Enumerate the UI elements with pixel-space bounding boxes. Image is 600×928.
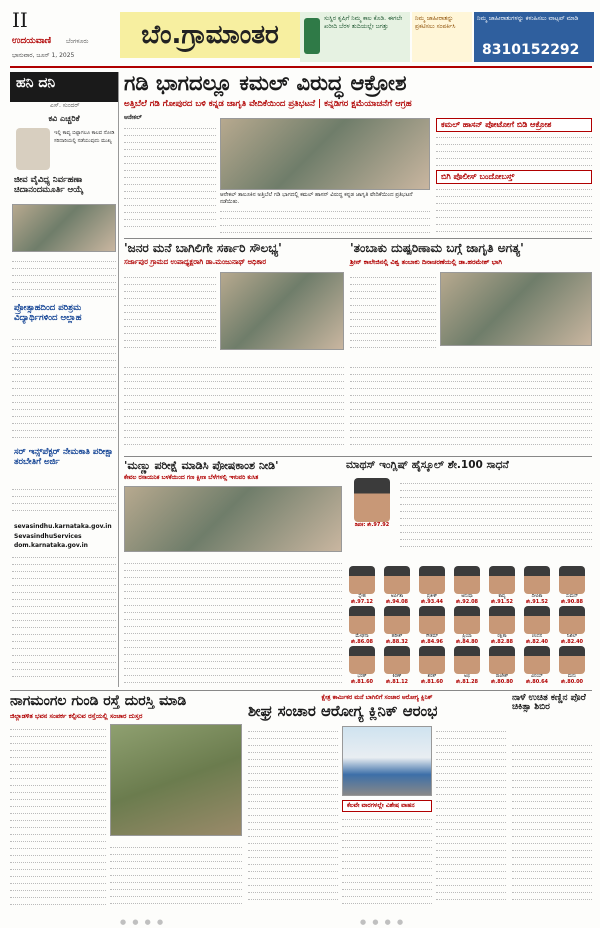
brand-name: ಉದಯವಾಣಿ — [12, 36, 52, 46]
ad-agri[interactable] — [300, 12, 410, 62]
lead-box-1: ಕಮಲ್ ಹಾಸನ್ ಪೋಟೋಗೆ ಬಿಡಿ ಆಕ್ರೋಶ — [436, 118, 592, 132]
student-photo — [384, 566, 410, 594]
mid-right-body-2 — [350, 362, 592, 452]
student-score: ಶೇ.80.80 — [490, 679, 514, 686]
mid-left-body-2 — [124, 362, 344, 452]
student-name: ಅರ್ಪಿತಾ — [390, 594, 404, 599]
mid-right-subhead: ಶ್ರೀನ್ ಕಾಲೇಜಿನಲ್ಲಿ ವಿಶ್ವ ತಂಬಾಕು ದಿನಾಚರಣೆಯಲ್ಲಿ ಡಾ.ಹರಮೇಶ್ ಭಾಗಿ — [350, 258, 502, 266]
bottom-center-body — [248, 726, 338, 914]
link-3[interactable]: dom.karnataka.gov.in — [14, 542, 88, 550]
student-name: ರಾಜೇಶ್ — [495, 674, 509, 679]
mid-left-photo — [220, 272, 344, 350]
student-card — [486, 566, 518, 605]
student-score: ಶೇ.81.12 — [385, 679, 409, 686]
page-number: II — [12, 8, 28, 32]
student-score: ಶೇ.81.60 — [420, 679, 444, 686]
student-name: ವಿನಯ್ — [531, 674, 543, 679]
story1-photo — [12, 204, 116, 252]
student-card — [556, 566, 588, 605]
bottom-left-body-2 — [110, 842, 242, 914]
student-photo — [489, 646, 515, 674]
student-card — [451, 646, 483, 685]
soil-photo — [124, 486, 342, 552]
dateline: ಭಾನುವಾರ, ಜೂನ್ 1, 2025 — [12, 52, 75, 59]
student-photo — [349, 646, 375, 674]
student-name: ಅಭಿ — [464, 674, 470, 679]
student-name: ಮನು — [567, 674, 577, 679]
road-photo — [110, 724, 242, 836]
student-photo — [384, 646, 410, 674]
student-photo — [419, 566, 445, 594]
student-photo — [454, 566, 480, 594]
student-card — [521, 606, 553, 645]
student-score: ಶೇ.80.00 — [560, 679, 584, 686]
bottom-left-body — [10, 724, 106, 914]
bottom-center-body-2 — [342, 814, 432, 914]
soil-body — [124, 558, 342, 686]
bottom-center-kicker: ಕ್ಷೇತ್ರ ಕಾರ್ಮಿಕರ ಮನೆ ಬಾಗಿಲಿಗೆ ಸಂಚಾರ ಆರೋಗ್ಯ ಕ್ಲಿನಿಕ್ — [321, 694, 433, 701]
lead-body-col2 — [220, 206, 430, 234]
student-photo — [524, 606, 550, 634]
student-name: ನಿಖಿಲ್ — [566, 634, 578, 639]
story2-body — [12, 334, 116, 442]
masthead — [0, 0, 600, 70]
topper-photo — [354, 478, 390, 522]
print-marks-2: ● ● ● ● — [360, 918, 406, 926]
student-name: ಅನುಷಾ — [461, 594, 473, 599]
student-photo — [559, 606, 585, 634]
topper-card — [350, 478, 394, 528]
kavi-title: ಕವಿ ಎಚ್ಚರಿಕೆ — [48, 114, 80, 123]
link-1[interactable]: sevasindhu.karnataka.gov.in — [14, 523, 112, 530]
student-card — [556, 646, 588, 685]
student-name: ಪ್ರತೀಕ್ — [426, 594, 438, 599]
student-card — [451, 566, 483, 605]
student-name: ದೀಪಿಕಾ — [531, 594, 543, 599]
lead-box-2: ಬಿಗಿ ಪೊಲೀಸ್ ಬಂದೋಬಸ್ತ್ — [436, 170, 592, 184]
ad-whatsapp[interactable] — [474, 12, 594, 62]
student-photo — [384, 606, 410, 634]
section-title: ಬೆಂ.ಗ್ರಾಮಾಂತರ — [120, 12, 300, 58]
student-score: ಶೇ.90.88 — [560, 599, 584, 606]
bottom-right-body — [512, 740, 592, 914]
bottom-center-headline: ಶೀಘ್ರ ಸಂಚಾರ ಆರೋಗ್ಯ ಕ್ಲಿನಿಕ್ ಆರಂಭ — [248, 702, 438, 720]
student-card — [381, 566, 413, 605]
student-card — [416, 606, 448, 645]
student-card — [346, 606, 378, 645]
student-score: ಶೇ.93.44 — [420, 599, 444, 606]
lead-box-1-body — [436, 132, 592, 168]
student-score: ಶೇ.97.12 — [350, 599, 374, 606]
bottom-right-headline: ನಾಳೆ ಉಚಿತ ಕಣ್ಣಿನ ಪೊರೆ ಚಿಕಿತ್ಸಾ ಶಿಬಿರ — [512, 693, 586, 713]
student-card — [416, 646, 448, 685]
student-score: ಶೇ.94.08 — [385, 599, 409, 606]
column-title: ಹನಿ ದನಿ — [10, 72, 118, 102]
lead-subhead: ಅತ್ತಿಬೆಲೆ ಗಡಿ ಗೋಪುರದ ಬಳಿ ಕನ್ನಡ ಜಾಗೃತಿ ವೇದಿಕೆಯಿಂದ ಪ್ರತಿಭಟನೆ | ಕನ್ನಡಿಗರ ಕ್ಷಮೆಯಾಚನೆಗೆ ಆಗ್ರಹ — [124, 99, 412, 109]
mid-left-subhead: ಸರ್ಜಾಪುರ ಗ್ರಾಮದ ಉಪಾಧ್ಯಕ್ಷರಾಗಿ ಡಾ.ಮಂಜುನಾಥ್ ಅಧಿಕಾರ — [124, 258, 267, 266]
student-card — [416, 566, 448, 605]
student-photo — [489, 566, 515, 594]
student-score: ಶೇ.82.88 — [490, 639, 514, 646]
student-photo — [454, 646, 480, 674]
student-name: ಶರತ್ — [427, 674, 437, 679]
student-photo — [559, 646, 585, 674]
soil-subhead: ಕೇವಲ ರಸಾಯನಿಕ ಬಳಕೆಯಿಂದ ಗಣ ಕ್ಷೀಣ ಬೆಳೆಗಳಲ್ಲಿ ಇಳುವರಿ ಕುಸಿತ — [124, 474, 259, 481]
bottom-center-body-3 — [436, 726, 506, 914]
column-divider — [118, 72, 119, 687]
student-score: ಶೇ.81.28 — [455, 679, 479, 686]
student-score: ಶೇ.91.52 — [525, 599, 549, 606]
ad-agri-text: ಸುಸ್ಥಿರ ಕೃಷಿಗೆ ನಿಮ್ಮ ಕಾಲ ಕೊಡಿ. ಈಗಲೇ ಖರೀದಿ ಬೆರಳ ತುದಿಯಲ್ಲೇ ಜಗತ್ತು — [324, 15, 403, 31]
masthead-rule — [10, 66, 592, 68]
lead-headline: ಗಡಿ ಭಾಗದಲ್ಲೂ ಕಮಲ್ ವಿರುದ್ಧ ಆಕ್ರೋಶ — [124, 71, 407, 95]
student-photo — [419, 646, 445, 674]
student-name: ಸ್ನೇಹ — [358, 594, 366, 599]
student-card — [556, 606, 588, 645]
student-score: ಶೇ.81.60 — [350, 679, 374, 686]
lead-box-2-body — [436, 184, 592, 234]
mid-left-body — [124, 272, 216, 356]
story1-headline: ಜೀವ ವೈವಿಧ್ಯ ನಿರ್ವಹಣಾ ಚಿದಾನಂದಮೂರ್ತಿ ಆಯ್ಕೆ — [14, 175, 84, 195]
student-score: ಶೇ.92.08 — [455, 599, 479, 606]
student-card — [346, 646, 378, 685]
ad-contact[interactable]: ನಿಮ್ಮ ಜಾಹೀರಾತನ್ನು ಪ್ರಕಟಿಸಲು ಸಂಪರ್ಕಿಸಿ — [412, 12, 472, 62]
student-score: ಶೇ.82.40 — [525, 639, 549, 646]
students-grid — [346, 566, 592, 686]
student-score: ಶೇ.88.32 — [385, 639, 409, 646]
student-name: ಪ್ರಿಯಾ — [462, 634, 472, 639]
student-card — [451, 606, 483, 645]
lead-body-col1 — [124, 123, 216, 233]
student-photo — [419, 606, 445, 634]
story3-body-cont — [12, 552, 116, 682]
student-score: ಶೇ.86.08 — [350, 639, 374, 646]
lead-byline: ಆನೇಕಲ್ — [124, 114, 142, 121]
student-photo — [349, 606, 375, 634]
left-column — [10, 72, 118, 687]
bottom-center-box: ಕೆಲವೇ ವಾರಗಳಲ್ಲೇ ವಿಶೇಷ ವಾಹನ — [342, 800, 432, 812]
section-rule-1 — [124, 238, 592, 239]
clinic-bus-photo — [342, 726, 432, 796]
story2-headline: ಪ್ರೋತ್ಸಾಹದಿಂದ ಪರಿಶ್ರಮ ವಿದ್ಯಾರ್ಥಿಗಳಿಂದ ಆಲ್ಲಾಹ — [14, 303, 82, 323]
links-block — [14, 522, 114, 551]
student-card — [346, 566, 378, 605]
student-score: ಶೇ.80.64 — [525, 679, 549, 686]
ad-whatsapp-text: ನಿಮ್ಮ ಜಾಹೀರಾತುಗಳನ್ನು ಕಳುಹಿಸಲು ವಾಟ್ಸಪ್ ಮಾಡಿ — [477, 15, 579, 22]
student-name: ಮೇಘನಾ — [355, 634, 369, 639]
student-name: ಸುಮನ್ — [565, 594, 579, 599]
soil-headline: 'ಮಣ್ಣು ಪರೀಕ್ಷೆ ಮಾಡಿಸಿ ಪೋಷಕಾಂಶ ನೀಡಿ' — [124, 459, 279, 472]
student-name: ಕಿರಣ್ — [392, 674, 402, 679]
student-name: ರಕ್ಷಿತಾ — [497, 634, 507, 639]
student-card — [486, 606, 518, 645]
story3-body — [12, 484, 116, 518]
story3-headline: ಸರ್ ಇನ್ಸ್‌ಪೆಕ್ಟರ್ ನೇಮಕಾತಿ ಪರೀಕ್ಷಾ ತರಬೇತಿಗೆ ಅರ್ಜಿ — [14, 447, 114, 467]
student-photo — [524, 566, 550, 594]
ad-phone-number: 8310152292 — [482, 42, 580, 59]
edition-label: ಬೆಂಗಳೂರು — [66, 38, 89, 45]
story1-body — [12, 256, 116, 300]
student-photo — [349, 566, 375, 594]
phone-icon — [304, 18, 320, 54]
bottom-left-subhead: ಜಿಲ್ಲಾಡಳಿತ ಭವನ ಸಂಪರ್ಕ ಕಲ್ಪಿಸುವ ರಸ್ತೆಯಲ್ಲಿ ಸಂಚಾರ ದುಸ್ತರ — [10, 712, 143, 720]
student-card — [381, 646, 413, 685]
student-photo — [454, 606, 480, 634]
topper-score: ಡಿಪಕ: ಶೇ.97.92 — [354, 522, 390, 528]
student-card — [381, 606, 413, 645]
school-body — [400, 478, 592, 558]
student-score: ಶೇ.82.40 — [560, 639, 584, 646]
student-card — [521, 646, 553, 685]
mid-right-body — [350, 272, 436, 356]
student-photo — [524, 646, 550, 674]
student-name: ಹರೀಶ್ — [391, 634, 403, 639]
student-score: ಶೇ.84.96 — [420, 639, 444, 646]
student-photo — [559, 566, 585, 594]
bottom-left-headline: ನಾಗಮಂಗಲ ಗುಂಡಿ ರಸ್ತೆ ದುರಸ್ತಿ ಮಾಡಿ — [10, 693, 187, 709]
student-card — [521, 566, 553, 605]
column-author: ಎಸ್. ಸುಂದರ್ — [50, 102, 80, 109]
student-name: ಭರತ್ — [357, 674, 367, 679]
lead-photo-caption: ಆನೇಕಲ್ ತಾಲೂಕಿನ ಅತ್ತಿಬೆಲೆ ಗಡಿ ಭಾಗದಲ್ಲಿ ಕಮಲ್ ಹಾಸನ್ ವಿರುದ್ಧ ಕನ್ನಡ ಜಾಗೃತಿ ವೇದಿಕೆಯಿಂದ ಪ್ರತಿಭಟನೆ ನಡೆಯಿತು. — [220, 192, 413, 206]
mid-right-photo — [440, 272, 592, 346]
student-name: ಗೌತಮ್ — [425, 634, 439, 639]
student-name: ಚಂದನ — [531, 634, 543, 639]
lead-photo — [220, 118, 430, 190]
print-marks: ● ● ● ● — [120, 918, 166, 926]
student-name: ಕಾವ್ಯ — [498, 594, 506, 599]
cartoon-illustration — [16, 128, 50, 170]
mid-right-headline: 'ತಂಬಾಕು ದುಷ್ಪರಿಣಾಮ ಬಗ್ಗೆ ಜಾಗೃತಿ ಅಗತ್ಯ' — [350, 241, 524, 255]
section-rule-3 — [10, 690, 592, 691]
student-photo — [489, 606, 515, 634]
mid-left-headline: 'ಜನರ ಮನೆ ಬಾಗಿಲಿಗೇ ಸರ್ಕಾರಿ ಸೌಲಭ್ಯ' — [124, 241, 282, 255]
kavi-text: ಇಲ್ಲಿ ಕಾವ್ಯ ಬಿಟ್ಟಾಗಲೂ ಕಾಲವ ನೋಡಿ ಸರಿದಾರಿಯಲ್ಲಿ ನಡೆಯುವುದು ಮುಖ್ಯ — [54, 130, 115, 144]
student-score: ಶೇ.91.52 — [490, 599, 514, 606]
link-2[interactable]: SevasindhuServices — [14, 532, 82, 540]
section-rule-2 — [124, 456, 592, 457]
student-score: ಶೇ.84.80 — [455, 639, 479, 646]
student-card — [486, 646, 518, 685]
school-headline: ಮಾಥಸ್ ಇಂಗ್ಲಿಷ್ ಹೈಸ್ಕೂಲ್ ಶೇ.100 ಸಾಧನೆ — [346, 459, 509, 471]
